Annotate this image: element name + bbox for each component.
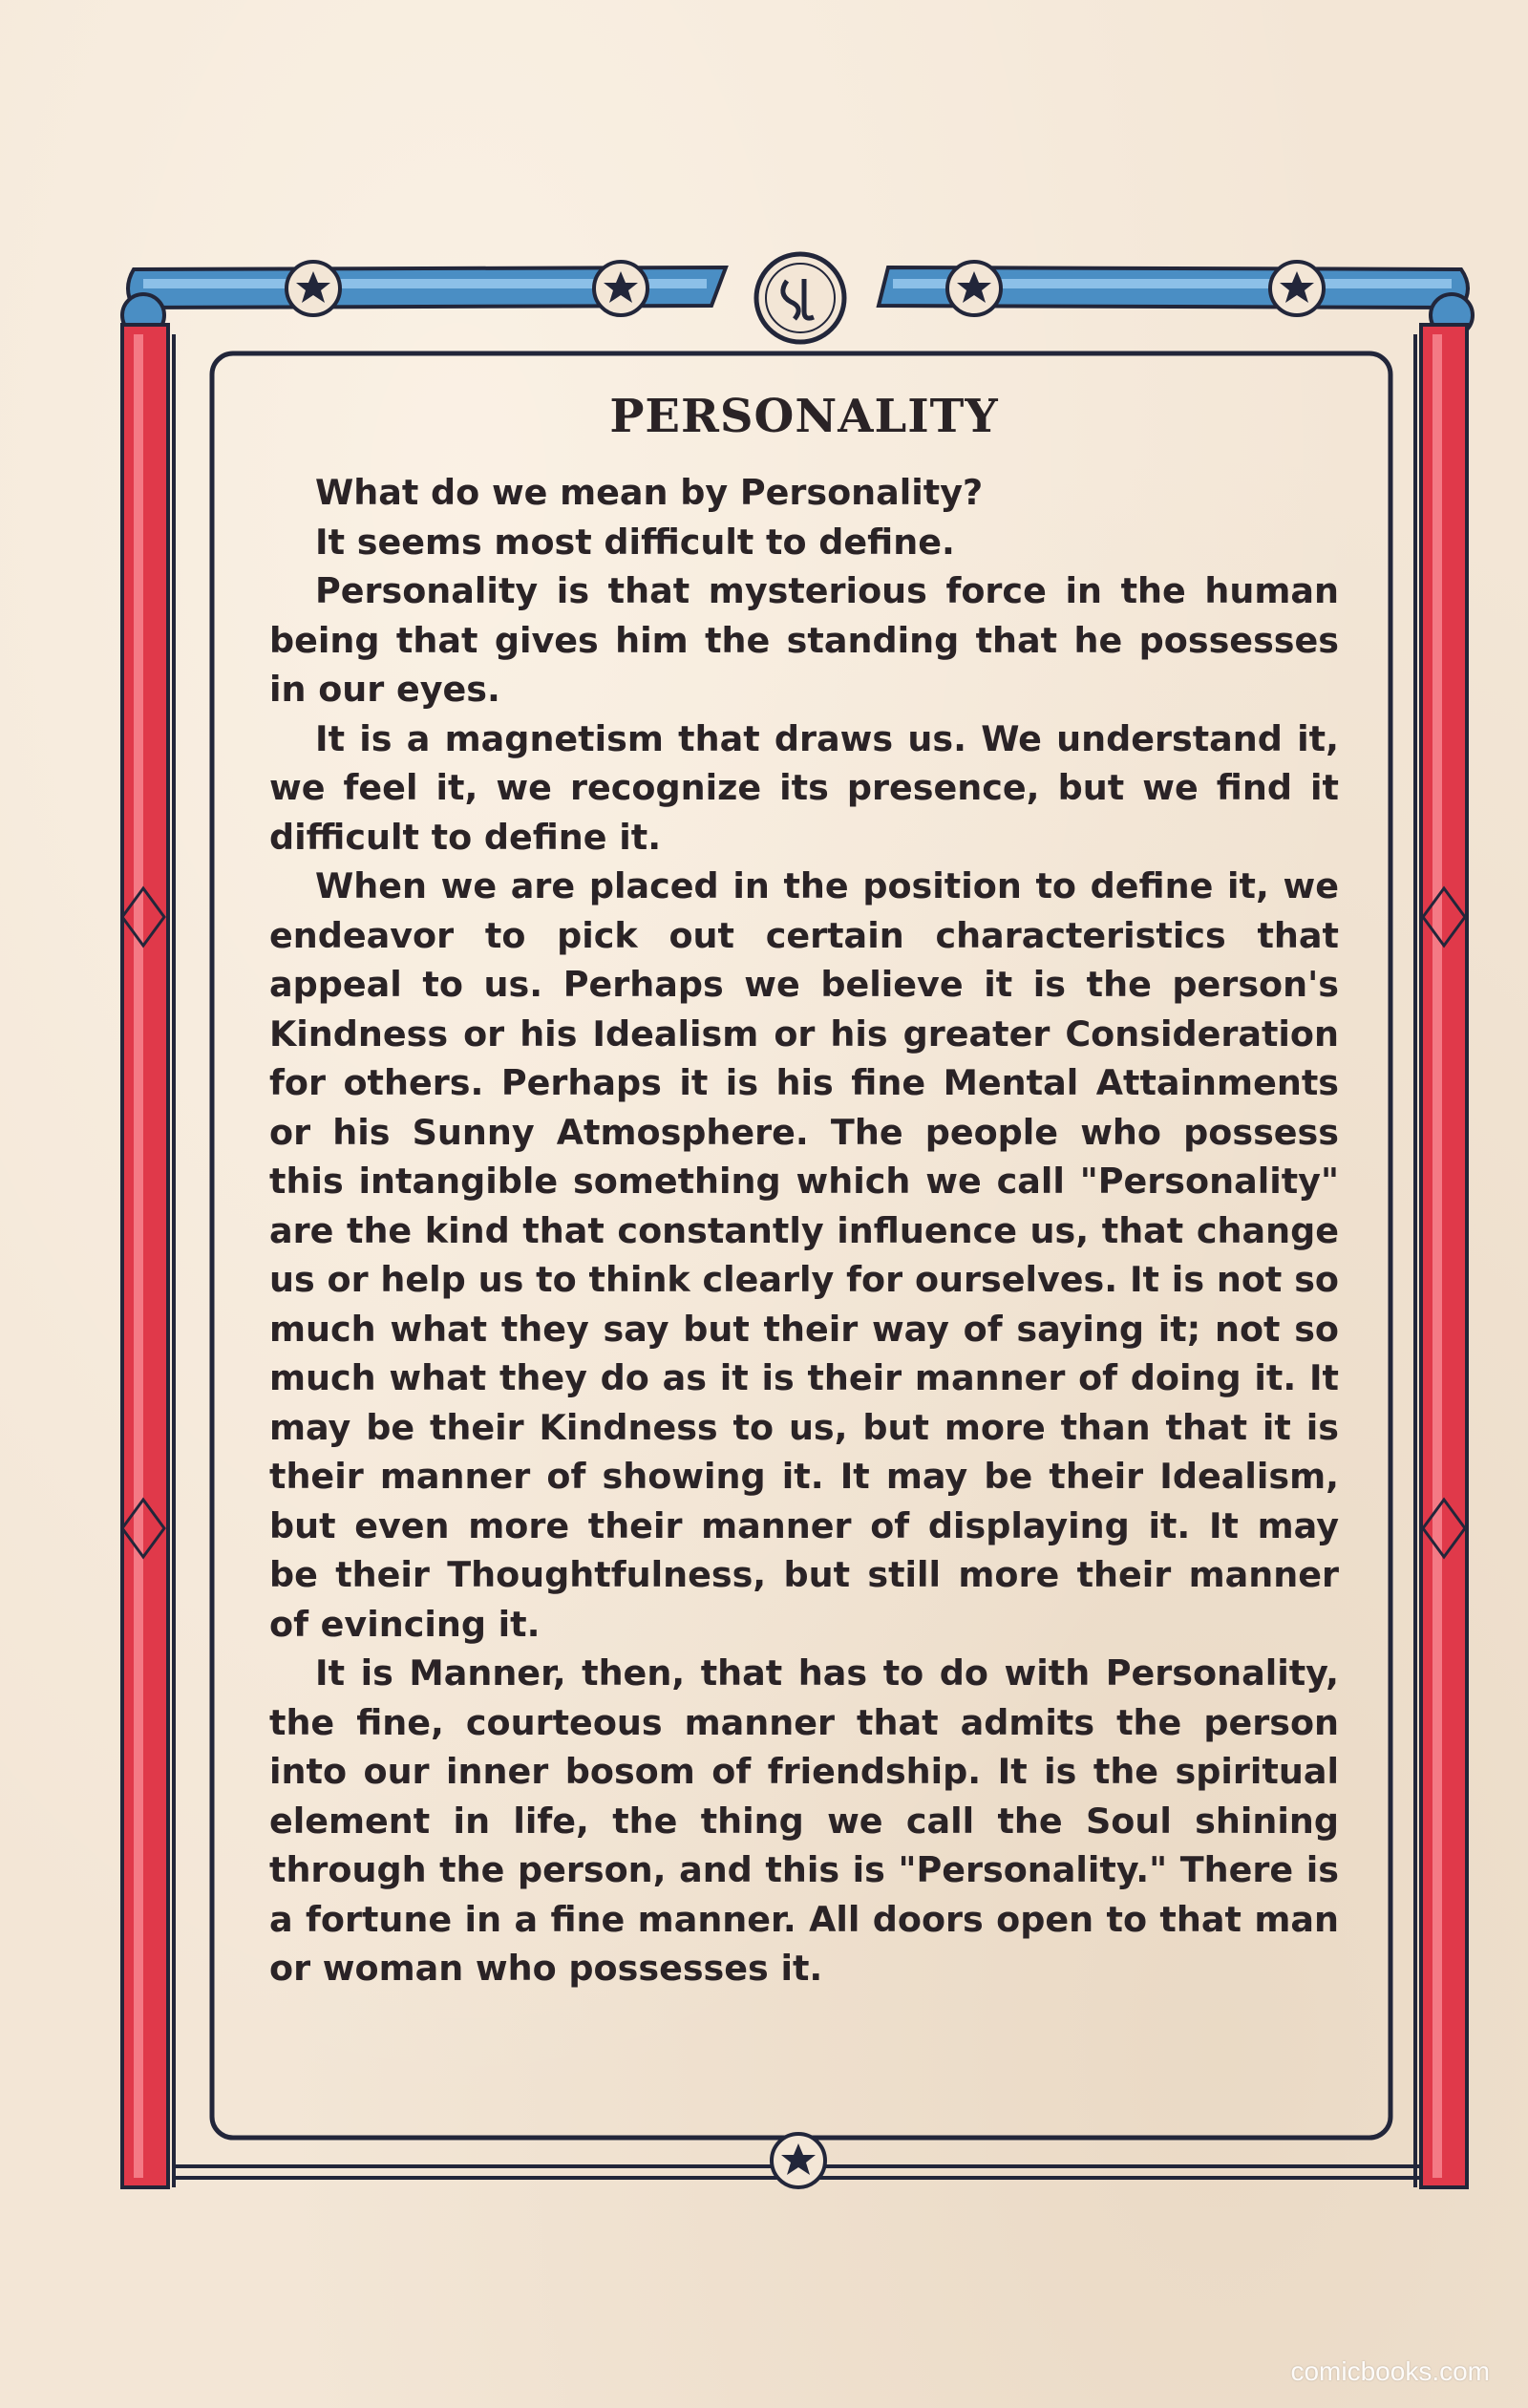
monogram-emblem-icon — [756, 254, 844, 342]
paragraph: What do we mean by Personality? — [315, 472, 984, 513]
star-emblem-icon — [772, 2134, 825, 2187]
watermark: comicbooks.com — [1290, 2356, 1490, 2386]
paragraph: It seems most difficult to define. — [315, 521, 955, 563]
star-emblem-icon — [947, 262, 1001, 315]
star-emblem-icon — [286, 262, 340, 315]
paragraph: When we are placed in the position to define it, we endeavor to pick out certain characteristics that appeal to us. Perhaps we believe it is the person's Kindness or his Idealism or his greater Consideration for others. Perhaps it is his fine Mental Attainments or his Sunny Atmosphere. The people who possess this intangible something which we call "Personality" are the kind that constantly influence us, that change us or help us to think clearly for ourselves. It is not so much what they say but their way of saying it; not so much what they do as it is their manner of doing it. It may be their Kindness to us, but more than that it is their manner of showing it. It may be their Idealism, but even more their manner of displaying it. It may be their Thoughtfulness, but still more their manner of evincing it. — [269, 865, 1339, 1645]
star-emblem-icon — [594, 262, 647, 315]
page-title: PERSONALITY — [609, 390, 999, 443]
paragraph: Personality is that mysterious force in the human being that gives him the standing that he possesses in our eyes. — [269, 570, 1339, 710]
article — [269, 390, 1339, 1993]
right-column — [1415, 325, 1467, 2187]
paragraph: It is Manner, then, that has to do with Personality, the fine, courteous manner that admits the person into our inner bosom of friendship. It is the spiritual element in life, the thing we call the Soul shining through the person, and this is "Personality." There is a fortune in a fine manner. All doors open to that man or woman who possesses it. — [269, 1652, 1339, 1989]
star-emblem-icon — [1270, 262, 1324, 315]
left-column — [122, 325, 174, 2187]
paragraph: It is a magnetism that draws us. We understand it, we feel it, we recognize its presence, but we find it difficult to define it. — [269, 717, 1339, 858]
